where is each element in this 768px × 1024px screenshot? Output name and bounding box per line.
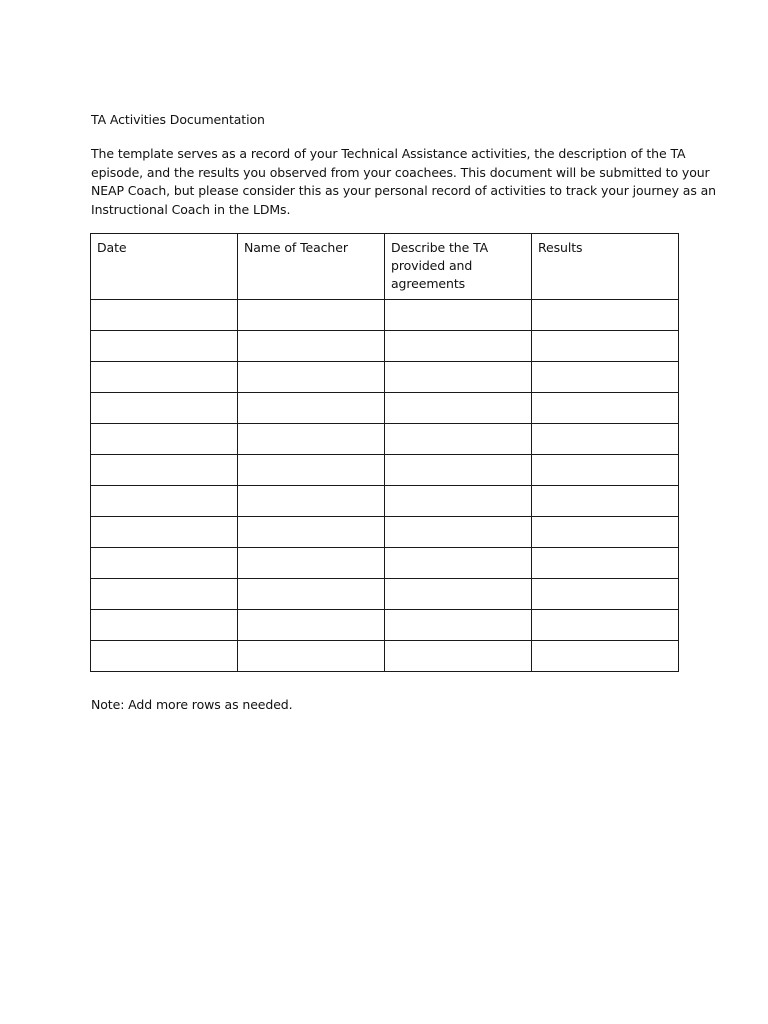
date-cell[interactable]	[91, 362, 238, 393]
table-body	[91, 300, 679, 672]
teacher-cell[interactable]	[238, 641, 385, 672]
results-cell[interactable]	[532, 641, 679, 672]
table-row	[91, 548, 679, 579]
teacher-cell[interactable]	[238, 300, 385, 331]
results-cell[interactable]	[532, 517, 679, 548]
ta-description-cell[interactable]	[385, 486, 532, 517]
table-row	[91, 517, 679, 548]
ta-description-cell[interactable]	[385, 393, 532, 424]
teacher-cell[interactable]	[238, 424, 385, 455]
ta-description-cell[interactable]	[385, 579, 532, 610]
date-cell[interactable]	[91, 455, 238, 486]
date-cell[interactable]	[91, 393, 238, 424]
date-cell[interactable]	[91, 331, 238, 362]
date-cell[interactable]	[91, 424, 238, 455]
intro-paragraph	[91, 145, 716, 219]
results-cell[interactable]	[532, 486, 679, 517]
ta-description-cell[interactable]	[385, 331, 532, 362]
ta-description-cell[interactable]	[385, 362, 532, 393]
column-header-teacher: Name of Teacher	[238, 234, 385, 300]
results-cell[interactable]	[532, 300, 679, 331]
date-cell[interactable]	[91, 641, 238, 672]
ta-description-cell[interactable]	[385, 300, 532, 331]
ta-description-cell[interactable]	[385, 610, 532, 641]
results-cell[interactable]	[532, 362, 679, 393]
teacher-cell[interactable]	[238, 610, 385, 641]
ta-description-cell[interactable]	[385, 641, 532, 672]
column-header-results: Results	[532, 234, 679, 300]
date-cell[interactable]	[91, 300, 238, 331]
teacher-cell[interactable]	[238, 579, 385, 610]
intro-line: NEAP Coach, but please consider this as your personal record of activities to track your journey as an	[91, 183, 716, 198]
table-row	[91, 610, 679, 641]
table-row	[91, 579, 679, 610]
results-cell[interactable]	[532, 424, 679, 455]
intro-line: episode, and the results you observed from your coachees. This document will be submitted to your	[91, 164, 710, 180]
results-cell[interactable]	[532, 548, 679, 579]
table-row	[91, 641, 679, 672]
results-cell[interactable]	[532, 331, 679, 362]
teacher-cell[interactable]	[238, 486, 385, 517]
table-row	[91, 424, 679, 455]
table-row	[91, 362, 679, 393]
results-cell[interactable]	[532, 579, 679, 610]
results-cell[interactable]	[532, 393, 679, 424]
date-cell[interactable]	[91, 548, 238, 579]
teacher-cell[interactable]	[238, 517, 385, 548]
results-cell[interactable]	[532, 455, 679, 486]
table-row	[91, 455, 679, 486]
date-cell[interactable]	[91, 517, 238, 548]
document-title: TA Activities Documentation	[91, 112, 265, 127]
results-cell[interactable]	[532, 610, 679, 641]
table-header-row	[91, 234, 679, 300]
ta-description-cell[interactable]	[385, 455, 532, 486]
teacher-cell[interactable]	[238, 331, 385, 362]
table-row	[91, 300, 679, 331]
date-cell[interactable]	[91, 486, 238, 517]
ta-description-cell[interactable]	[385, 548, 532, 579]
intro-line: Instructional Coach in the LDMs.	[91, 201, 291, 217]
column-header-date: Date	[91, 234, 238, 300]
table-row	[91, 486, 679, 517]
date-cell[interactable]	[91, 579, 238, 610]
column-header-ta-description: Describe the TA provided and agreements	[385, 234, 532, 300]
intro-line: The template serves as a record of your Technical Assistance activities, the description of the TA	[91, 146, 686, 161]
teacher-cell[interactable]	[238, 548, 385, 579]
ta-activities-table	[90, 233, 679, 672]
teacher-cell[interactable]	[238, 362, 385, 393]
ta-description-cell[interactable]	[385, 424, 532, 455]
note-text: Note: Add more rows as needed.	[91, 697, 293, 712]
table-row	[91, 331, 679, 362]
teacher-cell[interactable]	[238, 393, 385, 424]
ta-description-cell[interactable]	[385, 517, 532, 548]
table-row	[91, 393, 679, 424]
teacher-cell[interactable]	[238, 455, 385, 486]
date-cell[interactable]	[91, 610, 238, 641]
